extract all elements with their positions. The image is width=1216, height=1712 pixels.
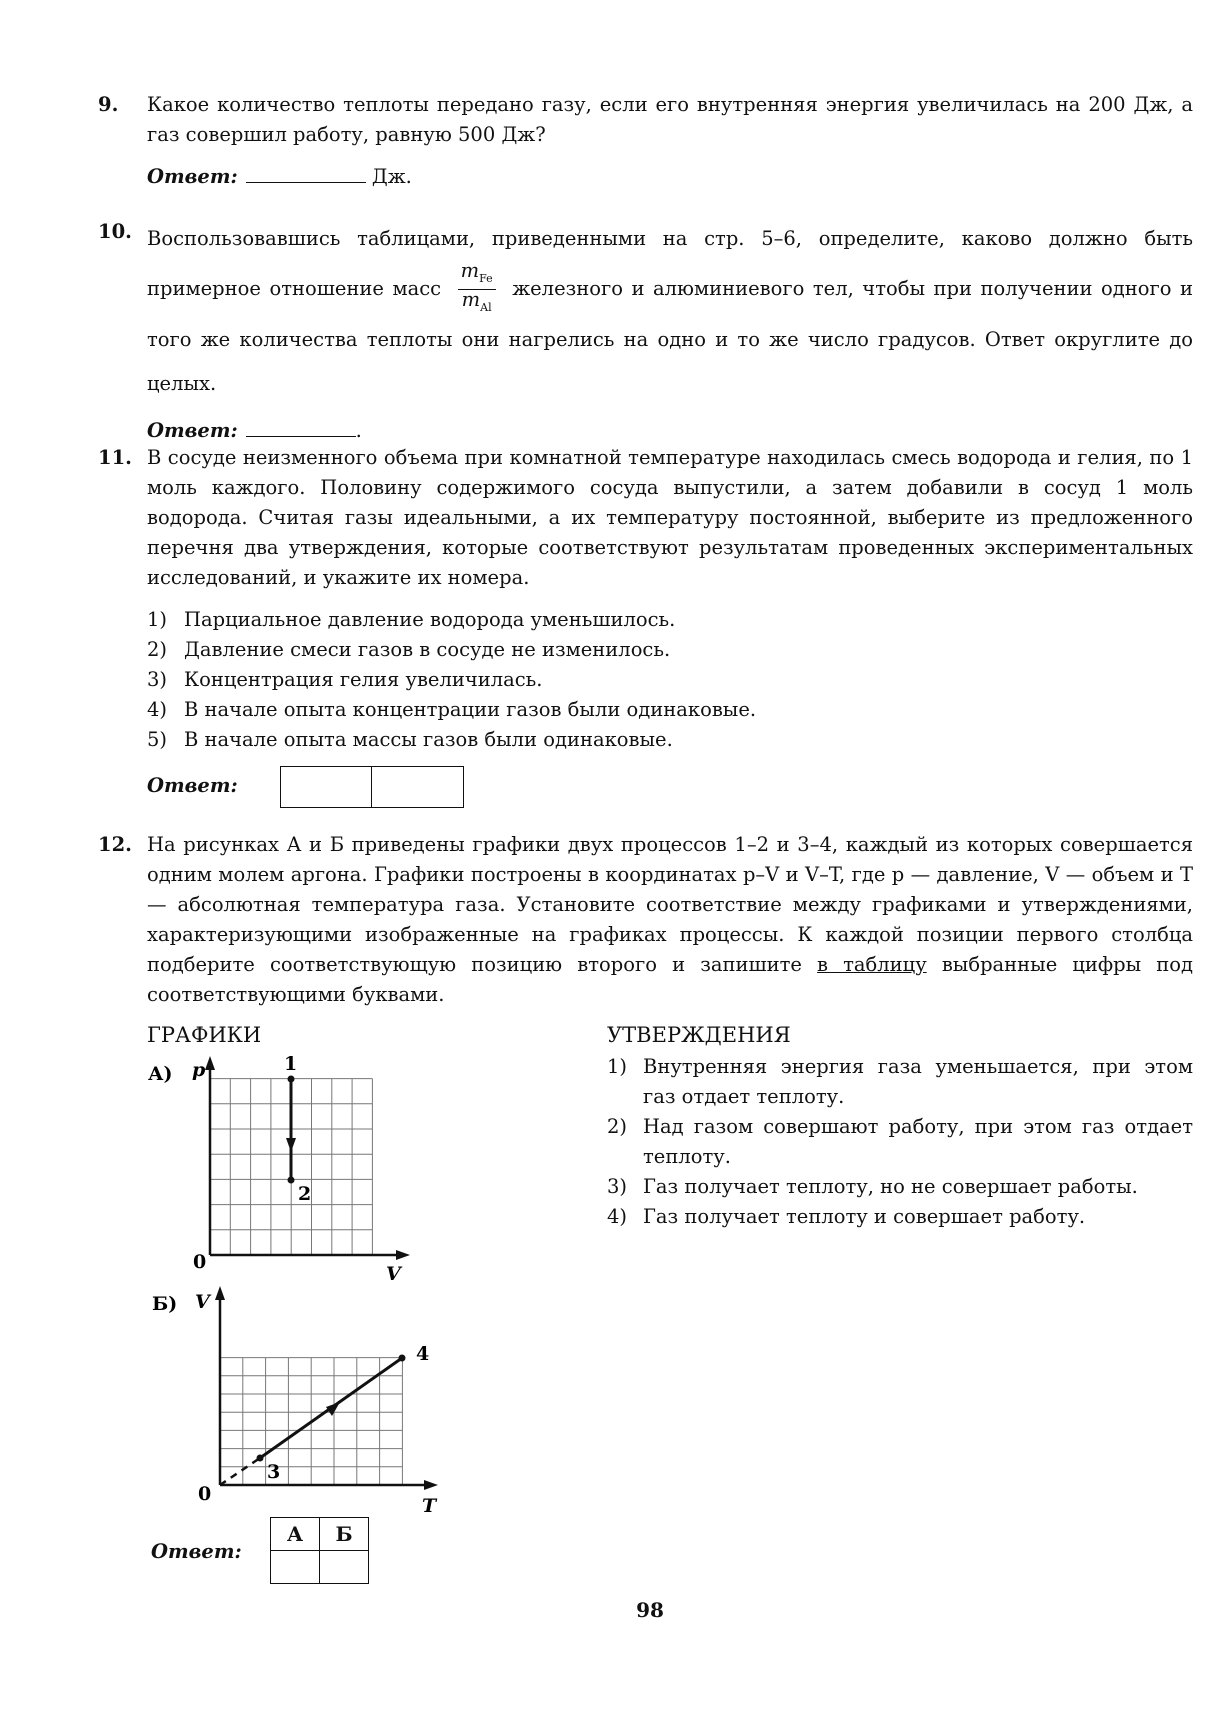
graph-a bbox=[140, 1050, 440, 1290]
question-text: В сосуде неизменного объема при комнатной температуре находилась смесь водорода и гелия, по 1 моль каждого. Половину содержимого сосуда выпустили, а затем добавили в сосуд 1 моль водорода. Считая газы идеальными, а их температуру постоянной, выберите из предложенного перечня два утверждения, которые соответствуют результатам проведенных экспериментальных исследований, и укажите их номера. bbox=[147, 446, 1193, 589]
x-axis-arrow-icon bbox=[424, 1480, 438, 1490]
statements-list bbox=[607, 1052, 1193, 1232]
point-1 bbox=[288, 1076, 295, 1083]
question-9 bbox=[98, 90, 1193, 192]
table-link: в таблицу bbox=[817, 953, 927, 976]
point-3-label: 3 bbox=[267, 1461, 281, 1483]
origin-label: 0 bbox=[193, 1251, 207, 1273]
option: 4) В начале опыта концентрации газов были одинаковые. bbox=[147, 698, 757, 721]
answer-table bbox=[270, 1517, 369, 1584]
point-4 bbox=[399, 1355, 406, 1362]
question-text: Какое количество теплоты передано газу, если его внутренняя энергия увеличилась на 200 Дж, а газ совершил работу, равную 500 Дж? bbox=[147, 93, 1193, 146]
statement: 1) Внутренняя энергия газа уменьшается, при этом газ отдает теплоту. bbox=[607, 1055, 1193, 1108]
column-a-header: А bbox=[271, 1518, 320, 1551]
x-axis-label: V bbox=[386, 1263, 401, 1285]
statements-heading: УТВЕРЖДЕНИЯ bbox=[607, 1023, 791, 1047]
answer-period: . bbox=[355, 418, 362, 442]
statement: 3) Газ получает теплоту, но не совершает работы. bbox=[607, 1175, 1138, 1198]
point-2-label: 2 bbox=[298, 1183, 312, 1205]
answer-label: Ответ: bbox=[151, 1540, 242, 1563]
question-11 bbox=[98, 443, 1193, 755]
y-axis-label: V bbox=[195, 1291, 210, 1313]
x-axis-arrow-icon bbox=[396, 1250, 410, 1260]
origin-label: 0 bbox=[198, 1483, 212, 1505]
option: 5) В начале опыта массы газов были одинаковые. bbox=[147, 728, 673, 751]
graph-b-label: Б) bbox=[152, 1293, 178, 1315]
graph-a-label: А) bbox=[148, 1063, 173, 1085]
extrapolation-dashed-line bbox=[220, 1458, 260, 1485]
question-number: 11. bbox=[98, 446, 132, 469]
question-text-cont: железного и алюминиевого тел, чтобы при получении одного и того же количества теплоты они нагрелись на одно и то же число градусов. Ответ округлите до целых. bbox=[147, 276, 1193, 395]
mass-ratio-fraction: $\frac{m_{Fe}}{m_{Al}}$ bbox=[458, 261, 496, 318]
statement: 4) Газ получает теплоту и совершает работу. bbox=[607, 1205, 1086, 1228]
y-axis-arrow-icon bbox=[205, 1056, 215, 1070]
question-text-cont: выбранные цифры под соответствующими буквами. bbox=[147, 953, 1194, 1006]
answer-blank[interactable] bbox=[246, 162, 366, 183]
direction-arrow-icon bbox=[286, 1138, 296, 1152]
question-12 bbox=[98, 830, 1193, 1010]
question-10 bbox=[98, 217, 1193, 446]
option: 3) Концентрация гелия увеличилась. bbox=[147, 668, 543, 691]
y-axis-label: p bbox=[192, 1059, 206, 1081]
point-4-label: 4 bbox=[416, 1343, 430, 1365]
point-3 bbox=[257, 1455, 264, 1462]
answer-cell-2[interactable] bbox=[371, 766, 464, 808]
question-number: 9. bbox=[98, 93, 119, 116]
graph-b bbox=[140, 1280, 460, 1520]
direction-arrow-icon bbox=[326, 1402, 340, 1416]
answer-cell-a[interactable] bbox=[271, 1551, 320, 1584]
answer-label: Ответ: bbox=[147, 165, 238, 188]
point-1-label: 1 bbox=[284, 1053, 298, 1075]
option: 1) Парциальное давление водорода уменьшилось. bbox=[147, 608, 676, 631]
question-number: 10. bbox=[98, 220, 132, 243]
graphs-heading: ГРАФИКИ bbox=[147, 1023, 262, 1047]
column-b-header: Б bbox=[320, 1518, 369, 1551]
x-axis-label: T bbox=[422, 1495, 437, 1517]
point-2 bbox=[288, 1177, 295, 1184]
answer-label: Ответ: bbox=[147, 774, 238, 797]
question-text: Воспользовавшись таблицами, приведенными на стр. 5–6, определите, каково должно быть примерное отношение масс bbox=[147, 227, 1193, 300]
y-axis-arrow-icon bbox=[215, 1286, 225, 1300]
answer-blank[interactable] bbox=[246, 416, 356, 437]
question-number: 12. bbox=[98, 833, 132, 856]
answer-unit: Дж. bbox=[371, 165, 412, 188]
answer-cell-1[interactable] bbox=[280, 766, 372, 808]
option: 2) Давление смеси газов в сосуде не изменилось. bbox=[147, 638, 671, 661]
answer-label: Ответ: bbox=[147, 418, 238, 442]
statement: 2) Над газом совершают работу, при этом газ отдает теплоту. bbox=[607, 1115, 1193, 1168]
answer-cell-b[interactable] bbox=[320, 1551, 369, 1584]
page-number: 98 bbox=[636, 1598, 664, 1622]
question-text: На рисунках А и Б приведены графики двух процессов 1–2 и 3–4, каждый из которых совершается одним молем аргона. Графики построены в координатах p–V и V–T, где p — давление, V — объем и T — абсолютная температура газа. Установите соответствие между графиками и утверждениями, характеризующими изображенные на графиках процессы. К каждой позиции первого столбца подберите соответствующую позицию второго и запишите bbox=[147, 833, 1193, 976]
